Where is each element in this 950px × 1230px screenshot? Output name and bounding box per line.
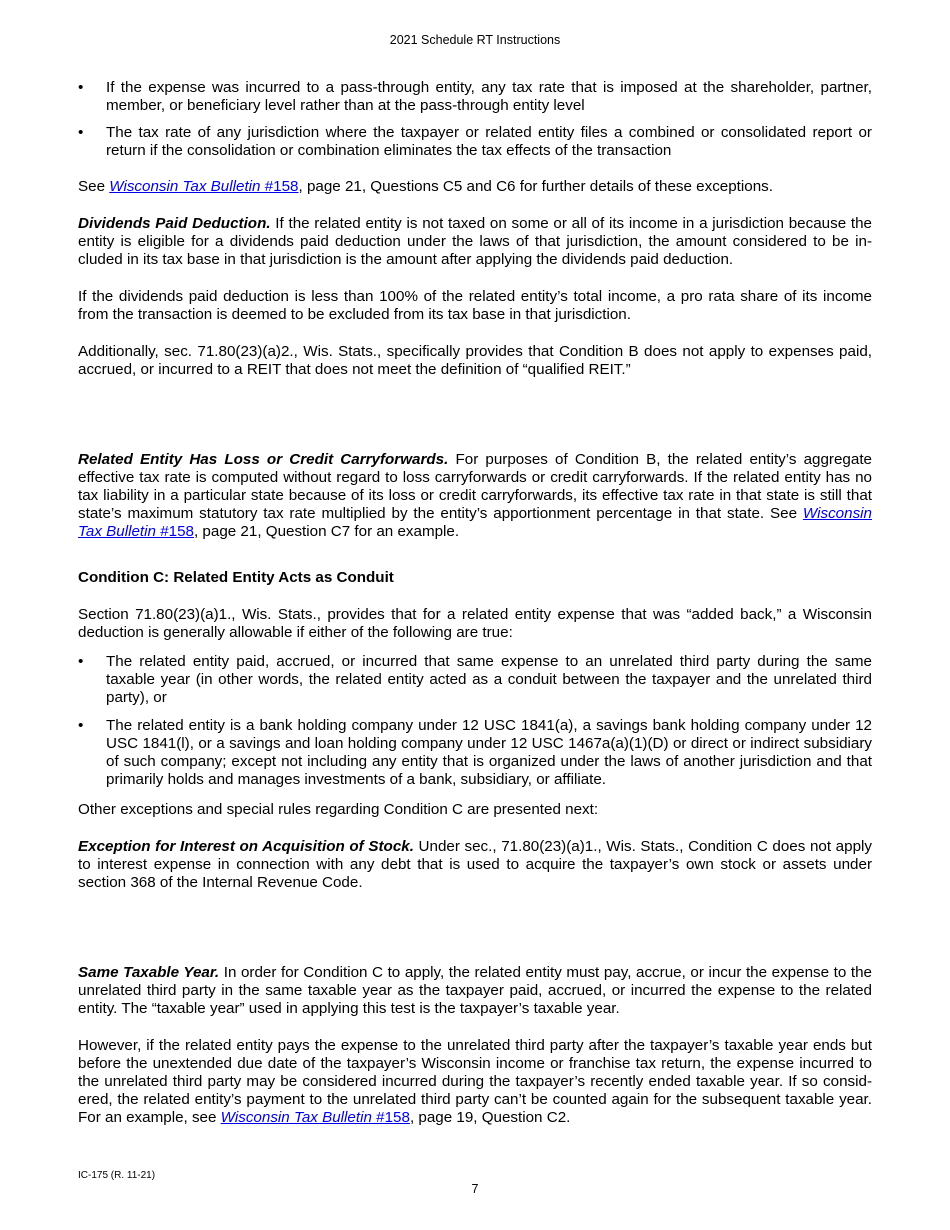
bullet-combined-report: • The tax rate of any jurisdiction where the taxpayer or related entity files a combined or consolidated report or return if the consolidation or combination eliminates the tax effects of the transaction bbox=[78, 124, 872, 160]
page-header-title: 2021 Schedule RT Instructions bbox=[389, 33, 561, 47]
same-taxable-year-paragraph bbox=[78, 964, 872, 1018]
however-post-text: , page 19, Question C2. bbox=[409, 1109, 571, 1126]
bullet-pass-through: • If the expense was incurred to a pass-through entity, any tax rate that is imposed at the shareholder, partner, member, or beneficiary level rather than at the pass-through entity level bbox=[78, 79, 872, 115]
however-paragraph bbox=[78, 1037, 872, 1127]
document-body bbox=[78, 79, 872, 1127]
see-pre-text: See bbox=[78, 178, 110, 195]
tax-bulletin-link-italic: Wisconsin Tax Bulletin bbox=[78, 505, 872, 540]
exception-interest-heading: Exception for Interest on Acquisition of Stock. bbox=[78, 838, 414, 855]
dividends-text: If the related entity is not taxed on some or all of its income in a jurisdiction because the entity is eligible for a dividends paid deduction under the laws of that jurisdiction, the amount considered to be included in its tax base in that jurisdiction is the amount after applying the dividends paid deduction. bbox=[78, 215, 872, 268]
form-id: IC-175 (R. 11-21) bbox=[78, 1170, 156, 1181]
carryforwards-text: For purposes of Condition B, the related entity’s aggregate effective tax rate is computed without regard to loss carryforwards or credit carryforwards. If the related entity has no tax liability in a particular state because of its loss or credit carryforwards, its effective tax rate in that state is still that state’s maximum statutory tax rate multiplied by the entity’s apportionment percentage in that state. See bbox=[78, 451, 872, 522]
tax-bulletin-link-italic: Wisconsin Tax Bulletin bbox=[109, 178, 261, 195]
bullet-bank-holding: • The related entity is a bank holding company under 12 USC 1841(a), a savings bank holding company under 12 USC 1841(l), or a savings and loan holding company under 12 USC 1467a(a)(1)(D) or direct or indirect subsidiary of such company; except not including any entity that is organized under the laws of another jurisdiction and that primarily holds and manages investments of a bank, subsidiary, or affiliate. bbox=[78, 717, 872, 789]
carryforwards-heading: Related Entity Has Loss or Credit Carryforwards. bbox=[78, 451, 449, 468]
condition-c-heading: Condition C: Related Entity Acts as Conduit bbox=[78, 569, 394, 586]
tax-bulletin-link-number: #158 bbox=[155, 523, 194, 540]
tax-bulletin-link-number: #158 bbox=[371, 1109, 410, 1126]
carryforwards-paragraph bbox=[78, 451, 872, 541]
reit-paragraph: Additionally, sec. 71.80(23)(a)2., Wis. Stats., specifically provides that Condition B does not apply to expenses paid, accrued, or incurred to a REIT that does not meet the definition of “qualified REIT.” bbox=[78, 343, 872, 378]
see-bulletin-paragraph bbox=[78, 178, 872, 196]
tax-bulletin-link[interactable] bbox=[109, 178, 298, 195]
exception-interest-text: Under sec., 71.80(23)(a)1., Wis. Stats., Condition C does not apply to interest expense in connection with any debt that is used to acquire the taxpayer’s own stock or assets under section 368 of the Internal Revenue Code. bbox=[78, 838, 872, 891]
tax-bulletin-link-italic: Wisconsin Tax Bulletin bbox=[220, 1109, 372, 1126]
same-taxable-year-text: In order for Condition C to apply, the related entity must pay, accrue, or incur the expense to the unrelated third party in the same taxable year as the taxpayer paid, accrued, or incurred the expense to the related entity. The “taxable year” used in applying this test is the taxpayer’s taxable year. bbox=[78, 964, 872, 1017]
carryforwards-post-text: , page 21, Question C7 for an example. bbox=[193, 523, 460, 540]
tax-bulletin-link[interactable] bbox=[221, 1109, 410, 1126]
other-exceptions-paragraph: Other exceptions and special rules regarding Condition C are presented next: bbox=[78, 801, 599, 818]
dividends-paragraph bbox=[78, 215, 872, 269]
exception-interest-paragraph bbox=[78, 838, 872, 892]
page-number: 7 bbox=[471, 1182, 479, 1196]
bullet-conduit: • The related entity paid, accrued, or incurred that same expense to an unrelated third party during the same taxable year (in other words, the related entity acted as a conduit between the taxpayer and the unrelated third party), or bbox=[78, 653, 872, 707]
dividends-heading: Dividends Paid Deduction. bbox=[78, 215, 271, 232]
however-text: However, if the related entity pays the expense to the unrelated third party after the taxpayer’s taxable year ends but before the unextended due date of the taxpayer’s Wisconsin income or franchise tax return, the expense incurred to the unrelated third party may be considered incurred during the taxpayer’s recently ended taxable year. If so considered, the related entity’s payment to the unrelated third party can’t be counted again for the subsequent taxable year. For an example, see bbox=[78, 1037, 872, 1126]
condition-c-intro: Section 71.80(23)(a)1., Wis. Stats., provides that for a related entity expense that was “added back,” a Wisconsin deduction is generally allowable if either of the following are true: bbox=[78, 606, 872, 641]
see-post-text: , page 21, Questions C5 and C6 for further details of these exceptions. bbox=[298, 178, 773, 195]
tax-bulletin-link-number: #158 bbox=[260, 178, 299, 195]
same-taxable-year-heading: Same Taxable Year. bbox=[78, 964, 220, 981]
pro-rata-paragraph: If the dividends paid deduction is less than 100% of the related entity’s total income, a pro rata share of its income from the transaction is deemed to be excluded from its tax base in that jurisdiction. bbox=[78, 288, 872, 323]
